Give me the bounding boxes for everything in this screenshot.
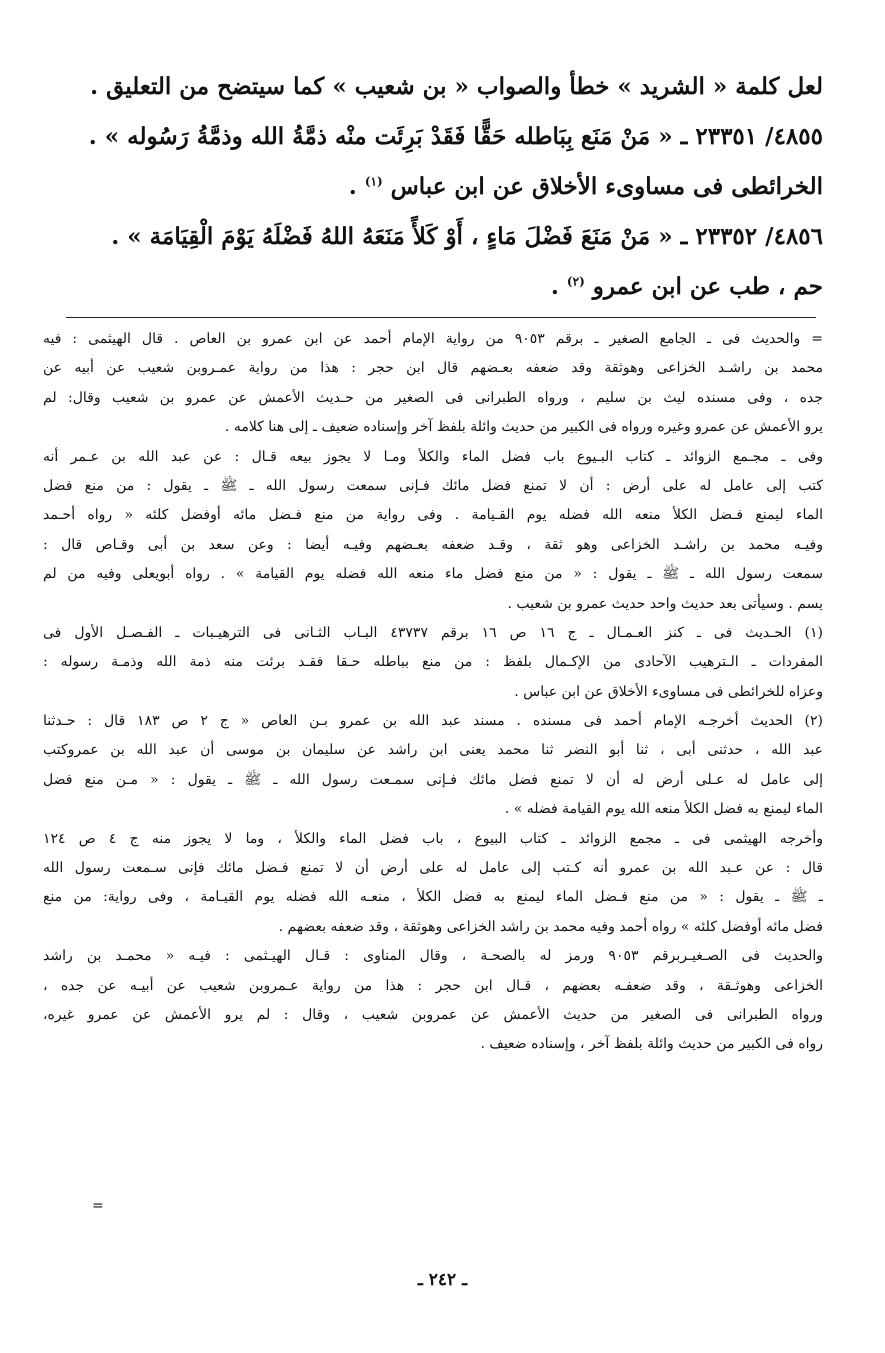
page-number: ـ ٢٤٢ ـ — [417, 1270, 468, 1290]
main-line-2: ٤٨٥٥/ ٢٣٣٥١ ـ « مَنْ مَنَع بِبَاطله حَقًّا فَقَدْ بَرِئَت منْه ذمَّةُ الله وذمَّةُ رَسُوله » . — [88, 123, 823, 150]
footnote-line: يسم . وسيأتى بعد حديث واحد حديث عمرو بن شعيب . — [507, 595, 823, 612]
main-text — [63, 62, 823, 312]
main-line-4: ٤٨٥٦/ ٢٣٣٥٢ ـ « مَنْ مَنَعَ فَضْلَ مَاءٍ ، أَوْ كَلأً مَنَعَهُ اللهُ فَضْلَهُ يَوْمَ الْقِيَامَة » . — [111, 223, 823, 250]
main-line-5 — [63, 262, 823, 312]
footnote-1-line: (١) الحـديث فى ـ كنز العـمـال ـ ج ١٦ ص ١٦ برقم ٤٣٧٣٧ البـاب الثـانى فى الترهيـبات ـ الفـصـل الأول فى — [43, 624, 823, 641]
footnote-2-line: فضل مائه أوفضل كلئه » رواه أحمد وفيه محمد بن راشد الخزاعى وهوثقة ، وقد ضعفه بعضهم . — [278, 918, 823, 935]
footnote-2-line: والحديث فى الصـغيـربرقم ٩٠٥٣ ورمز له بالصحـة ، وقال المناوى : قـال الهيـثمى : فيـه « محمـد بن راشد — [43, 948, 823, 965]
footnotes — [43, 325, 823, 1060]
footnote-line: جده ، وفى مسنده ليث بن سليم ، ورواه الطبرانى فى الصغير من حـديث الأعمش عن عمرو بن شعيب وقال: لم — [43, 389, 823, 406]
main-line-3 — [63, 162, 823, 212]
footnote-line: الماء ليمنع فـضل الكلأ منعه الله فضله يوم القـيامة . وفى رواية من منع فـضل مائه أوفضل كلئه « رواه أحـمد — [43, 507, 823, 524]
footnote-line: يرو الأعمش عن عمرو وغيره ورواه فى الكبير من حديث وائلة بلفظ آخر وإسناده ضعيف ـ إلى هنا كلامه . — [224, 419, 823, 436]
footnote-1-line: وعزاه للخرائطى فى مساوىء الأخلاق عن ابن عباس . — [514, 683, 823, 700]
footnote-line: وفى ـ مجـمع الزوائد ـ كتاب البـيوع باب فضل الماء والكلأ ومـا لا يجوز بيعه قـال : عن عبد الله بن عـمر أنه — [43, 448, 823, 465]
footnote-2-line: إلى عامل له عـلى أرض له أن لا تمنع فضل مائك فـإنى سمـعت رسول الله ـ ﷺ ـ يقول : « مـن منع فضل — [43, 771, 823, 788]
footnote-2-line: ـ ﷺ ـ يقول : « من منع فـضل الماء ليمنع به فضل الكلأ ، منعـه الله فضله يوم القيـامة ، وفى رواية: من منع — [43, 889, 823, 906]
footnote-2-line: الخزاعى وهوثـقة ، وقد ضعفـه بعضهم ، قـال ابن حجر : هذا من رواية عـمروبن شعيب عن أبيـه عن جده ، — [43, 977, 823, 994]
footnote-line: وفيـه محمد بن راشـد الخزاعى وهو ثقة ، وقـد ضعفه بعـضهم وفيـه أيضا : وعن سعد بن أبى وقـاص قال : — [43, 536, 823, 553]
footnote-line: كتب إلى عامل له على أرض : أن لا تمنع فضل مائك فـإنى سمعت رسول الله ـ ﷺ ـ يقول : من منع فضل — [43, 477, 823, 494]
footnote-separator — [66, 317, 816, 318]
footnote-2-line: وأخرجه الهيثمى فى ـ مجمع الزوائد ـ كتاب البيوع ، باب فضل الماء والكلأ ، وما لا يجوز منه ج ٤ ص ١٢٤ — [43, 830, 823, 847]
footnote-2-line: رواه فى الكبير من حديث وائلة بلفظ آخر ، وإسناده ضعيف . — [480, 1036, 823, 1053]
footnote-2-line: الماء ليمنع به فضل الكلأ منعه الله يوم القيامة فضله » . — [504, 801, 823, 818]
main-line-1: لعل كلمة « الشريد » خطأ والصواب « بن شعيب » كما سيتضح من التعليق . — [90, 73, 823, 100]
main-line-3-text: الخرائطى فى مساوىء الأخلاق عن ابن عباس — [390, 173, 823, 200]
footnote-1-line: المفردات ـ الـترهيب الآحادى من الإكـمال بلفظ : من منع بباطله حـقا فقـد برئت منه ذمة الله وذمـة رسوله : — [43, 654, 823, 671]
footnote-ref-2: (٢) — [566, 274, 585, 289]
footnote-line: = والحديث فى ـ الجامع الصغير ـ برقم ٩٠٥٣ من رواية الإمام أحمد عن ابن عمرو بن العاص . قال الهيثمى : فيه — [43, 331, 823, 347]
footnote-2-line: قال : عن عـبد الله بن عمرو أنه كـتب إلى عامل له على أرض أن لا تمنع فـضل مائك فإنى سـمعت رسول الله — [43, 860, 823, 877]
continuation-mark: = — [92, 1198, 104, 1214]
footnote-2-line: ورواه الطبرانى فى الصغير من حديث الأعمش عن عمروبن شعيب ، وقال : لم يرو الأعمش عن عمرو غيره، — [43, 1006, 823, 1023]
footnote-line: سمعت رسول الله ـ ﷺ ـ يقول : « من منع فضل ماء منعه الله فضله يوم القيامة » . رواه أبويعلى وفيه من لم — [43, 566, 823, 583]
footnote-2-line: (٢) الحديث أخرجـه الإمام أحمد فى مسنده . مسند عبد الله بن عمرو بـن العاص « ج ٢ ص ١٨٣ قال : حـدثنا — [43, 713, 823, 730]
end-dot: . — [348, 173, 357, 200]
footnote-ref-1: (١) — [364, 174, 383, 189]
footnote-2-line: عبد الله ، حدثنى أبى ، ثنا أبو النضر ثنا محمد يعنى ابن راشد عن سليمان بن موسى أن عبد الله بن عمروكتب — [43, 742, 823, 759]
footnote-line: محمد بن راشـد الخزاعى وهوثقة وقد ضعفه بعـضهم قال ابن حجر : هذا من رواية عمـروبن شعيب عن أبيه عن — [43, 360, 823, 377]
main-line-5-text: حم ، طب عن ابن عمرو — [592, 273, 823, 300]
end-dot: . — [550, 273, 559, 300]
